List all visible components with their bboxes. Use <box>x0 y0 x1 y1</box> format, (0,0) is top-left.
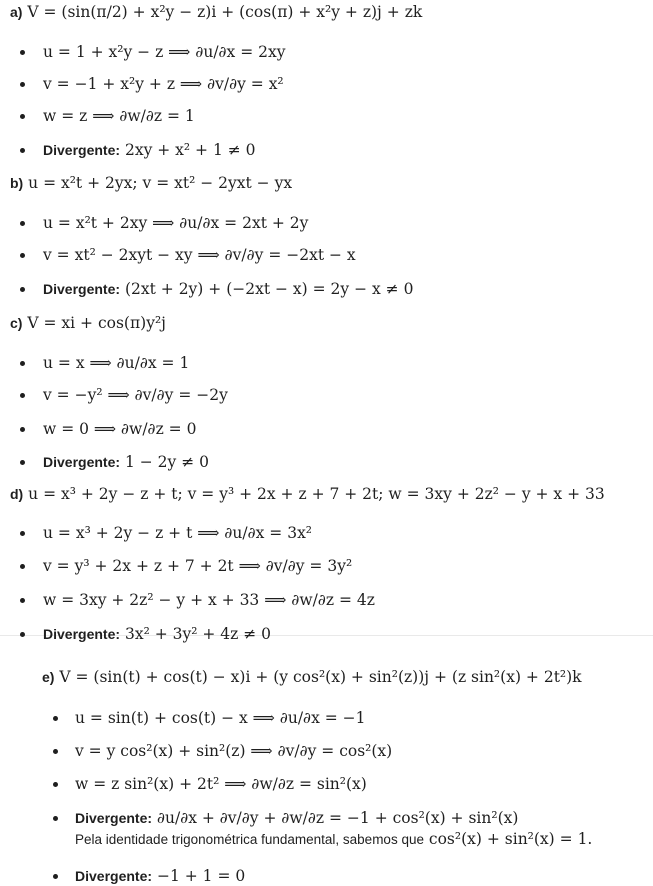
bullet-icon <box>20 253 25 258</box>
math-expression: (2xt + 2y) + (−2xt − x) = 2y − x ≠ 0 <box>124 280 414 298</box>
math-expression: 2xy + x² + 1 ≠ 0 <box>124 141 256 159</box>
identity-note-math: cos²(x) + sin²(x) = 1. <box>428 830 593 848</box>
divergence-result <box>43 624 271 644</box>
derivative-step <box>43 419 196 439</box>
section-equation: V = xi + cos(π)y²j <box>27 314 166 332</box>
divergence-label: Divergente: <box>75 868 153 884</box>
bullet-icon <box>20 531 25 536</box>
derivative-step <box>75 774 367 794</box>
math-expression: u = sin(t) + cos(t) − x ⟹ ∂u/∂x = −1 <box>75 709 366 727</box>
section-label: e) <box>42 669 55 685</box>
divergence-result <box>43 140 256 160</box>
bullet-icon <box>20 564 25 569</box>
derivative-step <box>75 741 392 761</box>
derivative-step <box>43 213 308 233</box>
section-equation: V = (sin(π/2) + x²y − z)i + (cos(π) + x²y + z)j + zk <box>27 3 423 21</box>
divergence-label: Divergente: <box>75 810 153 826</box>
math-expression: v = y³ + 2x + z + 7 + 2t ⟹ ∂v/∂y = 3y² <box>43 557 353 575</box>
bullet-icon <box>53 716 58 721</box>
bullet-icon <box>20 598 25 603</box>
bullet-icon <box>53 874 58 879</box>
section-equation: V = (sin(t) + cos(t) − x)i + (y cos²(x) + sin²(z))j + (z sin²(x) + 2t²)k <box>59 668 582 686</box>
math-expression: w = 0 ⟹ ∂w/∂z = 0 <box>43 420 197 438</box>
math-expression: w = z sin²(x) + 2t² ⟹ ∂w/∂z = sin²(x) <box>75 775 367 793</box>
section-title <box>10 2 422 22</box>
bullet-icon <box>20 460 25 465</box>
derivative-step <box>43 245 356 265</box>
math-expression: u = x³ + 2y − z + t ⟹ ∂u/∂x = 3x² <box>43 524 313 542</box>
section-label: a) <box>10 4 23 20</box>
identity-note <box>75 829 592 850</box>
section-title <box>10 313 166 333</box>
section-equation: u = x²t + 2yx; v = xt² − 2yxt − yx <box>28 174 293 192</box>
bullet-icon <box>20 427 25 432</box>
divergence-result <box>43 279 413 299</box>
bullet-icon <box>20 221 25 226</box>
divergence-result <box>43 452 209 472</box>
derivative-step <box>43 74 284 94</box>
math-expression: v = xt² − 2xyt − xy ⟹ ∂v/∂y = −2xt − x <box>43 246 356 264</box>
math-expression: w = z ⟹ ∂w/∂z = 1 <box>43 107 195 125</box>
math-expression: u = x²t + 2xy ⟹ ∂u/∂x = 2xt + 2y <box>43 214 309 232</box>
math-expression: v = y cos²(x) + sin²(z) ⟹ ∂v/∂y = cos²(x) <box>75 742 393 760</box>
divergence-label: Divergente: <box>43 626 121 642</box>
section-title <box>10 173 292 193</box>
bullet-icon <box>20 287 25 292</box>
divergence-result <box>75 808 518 828</box>
bullet-icon <box>20 393 25 398</box>
section-title <box>10 484 605 504</box>
math-expression: v = −1 + x²y + z ⟹ ∂v/∂y = x² <box>43 75 284 93</box>
section-title <box>42 667 582 687</box>
bullet-icon <box>20 632 25 637</box>
section-label: b) <box>10 175 24 191</box>
math-expression: ∂u/∂x + ∂v/∂y + ∂w/∂z = −1 + cos²(x) + sin²(x) <box>156 809 519 827</box>
derivative-step <box>43 106 195 126</box>
section-label: c) <box>10 315 23 331</box>
divergence-result <box>75 866 245 886</box>
derivative-step <box>43 523 312 543</box>
derivative-step <box>43 42 286 62</box>
bullet-icon <box>20 361 25 366</box>
derivative-step <box>43 556 352 576</box>
math-expression: −1 + 1 = 0 <box>156 867 246 885</box>
bullet-icon <box>20 114 25 119</box>
bullet-icon <box>20 148 25 153</box>
math-expression: w = 3xy + 2z² − y + x + 33 ⟹ ∂w/∂z = 4z <box>43 591 375 609</box>
derivative-step <box>43 590 375 610</box>
math-expression: 1 − 2y ≠ 0 <box>124 453 209 471</box>
bullet-icon <box>20 82 25 87</box>
bullet-icon <box>53 749 58 754</box>
bullet-icon <box>53 782 58 787</box>
derivative-step <box>43 385 228 405</box>
bullet-icon <box>53 816 58 821</box>
section-equation: u = x³ + 2y − z + t; v = y³ + 2x + z + 7 + 2t; w = 3xy + 2z² − y + x + 33 <box>28 485 605 503</box>
divergence-label: Divergente: <box>43 281 121 297</box>
divergence-label: Divergente: <box>43 454 121 470</box>
section-label: d) <box>10 486 24 502</box>
math-expression: u = x ⟹ ∂u/∂x = 1 <box>43 354 190 372</box>
bullet-icon <box>20 50 25 55</box>
math-expression: u = 1 + x²y − z ⟹ ∂u/∂x = 2xy <box>43 43 286 61</box>
divergence-label: Divergente: <box>43 142 121 158</box>
math-expression: v = −y² ⟹ ∂v/∂y = −2y <box>43 386 228 404</box>
identity-note-text: Pela identidade trigonométrica fundamental, sabemos que <box>75 832 424 847</box>
derivative-step <box>75 708 366 728</box>
derivative-step <box>43 353 189 373</box>
math-expression: 3x² + 3y² + 4z ≠ 0 <box>124 625 272 643</box>
